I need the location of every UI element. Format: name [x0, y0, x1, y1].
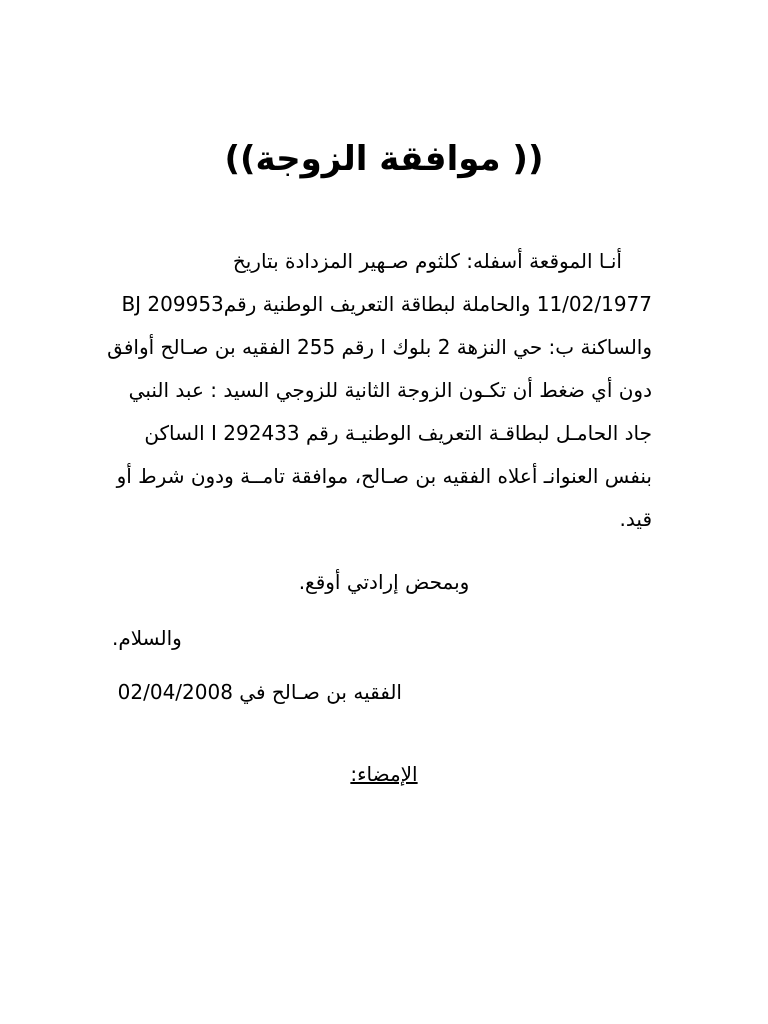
body-line-7: قيد. — [619, 507, 652, 531]
place-and-date: الفقيه بن صـالح في 02/04/2008 — [117, 680, 402, 704]
signature-label-text: الإمضاء: — [350, 762, 418, 786]
document-title: (( موافقة الزوجة)) — [224, 139, 544, 179]
greeting: والسلام. — [112, 626, 182, 650]
body-line-1: أنـا الموقعة أسفله: كلثوم صـهير المزدادة بتاريخ — [232, 249, 622, 273]
closing-statement: وبمحض إرادتي أوقع. — [298, 570, 470, 594]
signature-label — [0, 754, 768, 794]
body-line-3: والساكنة ب: حي النزهة 2 بلوك ا رقم 255 الفقيه بن صـالح أوافق — [107, 335, 652, 359]
body-line-4: دون أي ضغط أن تكـون الزوجة الثانية للزوجي السيد : عبد النبي — [128, 378, 652, 402]
body-line-6: بنفس العنوانـ أعلاه الفقيه بن صـالح، موافقة تامــة ودون شرط أو — [116, 464, 652, 488]
body-paragraph — [107, 240, 652, 541]
body-line-5: جاد الحامـل لبطاقـة التعريف الوطنيـة رقم I 292433 الساكن — [144, 421, 652, 445]
body-line-2: 11/02/1977 والحاملة لبطاقة التعريف الوطنية رقمBJ 209953 — [121, 292, 652, 316]
